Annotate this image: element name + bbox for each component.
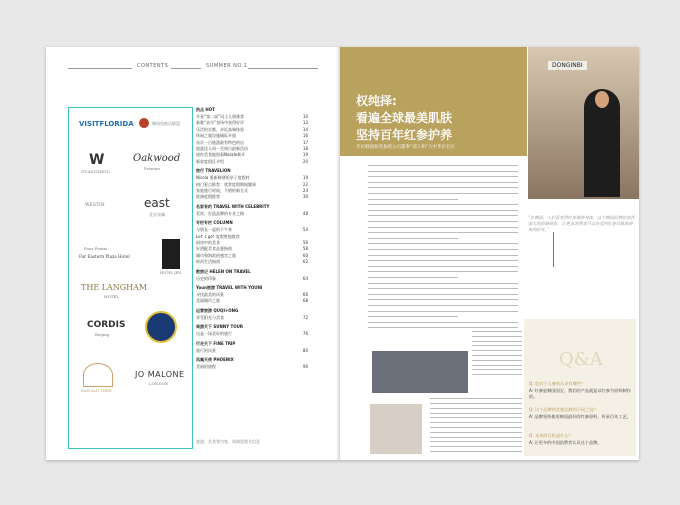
text-line <box>368 221 518 222</box>
qa-answer-3: A: 让更多的中国消费者认识这个品牌。 <box>529 440 602 445</box>
toc-page-number: 54 <box>302 227 308 233</box>
toc-page-number: 16 <box>302 133 308 139</box>
text-line <box>368 232 518 233</box>
toc-label: 享受阳光与美食 <box>196 314 224 320</box>
pull-quote: “在韩国，人们喜欢用红参调养身体，这个韩国品牌也依托强大的资源研发，让更多消费者可以享受到红参给肌肤带来的好处。” <box>528 215 635 232</box>
toc-section <box>196 308 308 314</box>
toc-page-number: 48 <box>302 210 308 216</box>
text-line <box>430 441 522 442</box>
text-line <box>430 417 522 418</box>
toc-entry <box>196 182 308 188</box>
korea-shop-icon <box>139 118 149 128</box>
text-line <box>368 227 518 228</box>
text-line <box>368 199 458 200</box>
text-line <box>368 288 518 289</box>
toc-entry <box>196 188 308 194</box>
text-line <box>472 374 522 375</box>
text-line <box>368 316 458 317</box>
toc-label: 好酒配美食品鉴指南 <box>196 246 232 252</box>
text-line <box>368 215 518 216</box>
text-line <box>368 238 458 239</box>
toc-entry <box>196 194 308 200</box>
toc-page-number: 58 <box>302 246 308 252</box>
text-line <box>430 422 522 423</box>
toc-label: 新歌“首尔”登场中获得好评 <box>196 120 245 126</box>
toc-page-number: 20 <box>302 158 308 164</box>
logo-jomalone: JO MALONE <box>135 370 185 379</box>
toc-section <box>196 357 308 363</box>
article-title-line1: 权纯择: <box>356 94 397 108</box>
text-line <box>368 171 518 172</box>
toc-label: Let' s go! 度假胜地推荐 <box>196 233 240 239</box>
text-line <box>472 341 522 342</box>
toc-page-number: 19 <box>302 152 308 158</box>
logo-cordis: CORDIS <box>87 320 126 330</box>
toc-page-number: 19 <box>302 175 308 181</box>
toc-page-number: 18 <box>302 146 308 151</box>
toc-page-number: 60 <box>302 252 308 258</box>
toc-page-number: 14 <box>302 126 308 132</box>
text-line <box>368 327 518 328</box>
text-line <box>368 165 518 166</box>
logo-langham: THE LANGHAM <box>81 283 148 292</box>
shop-sign: DONGINBI <box>548 61 587 70</box>
sponsor-logo-box <box>68 107 193 449</box>
toc-section <box>196 220 308 226</box>
toc-entry <box>196 175 308 181</box>
left-page <box>46 47 340 460</box>
toc-entry <box>196 298 308 304</box>
toc-section <box>196 204 308 210</box>
toc-entry <box>196 211 308 217</box>
toc-label: Nicola 重新修缮的亲子度假村 <box>196 175 250 181</box>
qa-question-3: Q: 未来的目标是什么？ <box>529 433 573 438</box>
logo-far-eastern: Far Eastern Plaza Hotel <box>79 254 130 259</box>
toc-page-number: 56 <box>302 240 308 245</box>
text-line <box>368 305 518 306</box>
text-line <box>472 360 522 361</box>
text-line <box>368 204 518 205</box>
text-line <box>368 182 518 183</box>
toc-page-number: 12 <box>302 120 308 126</box>
article-byline: 专访韩国知名参药公司董事“郑人和”大中华区社长 <box>356 145 456 150</box>
title-panel <box>340 47 527 156</box>
text-line <box>368 193 518 194</box>
toc-note: 旅游、美食等内容，请浏览相关信息 <box>196 439 260 444</box>
pull-quote-rule <box>553 232 554 267</box>
toc-entry <box>196 120 308 126</box>
text-line <box>368 294 518 295</box>
right-page <box>340 47 639 460</box>
logo-four-points: Four Points <box>84 246 108 251</box>
toc-entry <box>196 246 308 252</box>
toc-label: 行走天下 FINE TRIP <box>196 340 236 346</box>
product-photo <box>370 404 422 454</box>
toc-label: 专栏专栏 COLUMN <box>196 220 233 226</box>
toc-entry <box>196 240 308 246</box>
text-line <box>472 331 522 332</box>
toc-page-number: 30 <box>302 194 308 200</box>
toc-entry <box>196 159 308 165</box>
text-line <box>368 322 518 323</box>
toc-page-number: 66 <box>302 292 308 297</box>
toc-entry <box>196 133 308 139</box>
toc-entry <box>196 276 308 282</box>
toc-label: 热点 HOT <box>196 107 215 112</box>
logo-langham-sub: HOTEL <box>104 294 120 299</box>
toc-section <box>196 341 308 347</box>
logo-oakwood-sub: Premier <box>144 166 161 171</box>
toc-page-number: 90 <box>302 364 308 369</box>
hotel-jen-icon <box>162 239 180 269</box>
toc-page-number: 17 <box>302 139 308 145</box>
toc-page-number: 72 <box>302 314 308 320</box>
toc-entry <box>196 253 308 259</box>
toc-label: 家庭旅行时间，不错的新方式 <box>196 188 248 193</box>
logo-visitflorida: VISITFLORIDA <box>79 120 134 128</box>
toc-label: 旅行的风景 <box>196 347 216 353</box>
portrait-photo <box>528 47 639 199</box>
toc-label: Youn旅游 TRAVEL WITH YOUNI <box>196 285 263 290</box>
text-line <box>472 350 522 351</box>
toc-label: 周游天下 SUNNY TOUR <box>196 324 243 330</box>
person-face <box>595 91 609 108</box>
toc-entry <box>196 227 308 233</box>
text-line <box>368 299 518 300</box>
toc-label: 与朋友一起的下午茶 <box>196 227 232 233</box>
text-line <box>368 311 518 312</box>
banyan-tree-icon <box>83 363 113 387</box>
header-issue: SUMMER NO.1 <box>206 63 248 69</box>
text-line <box>368 243 518 244</box>
toc-label: 热门景点推荐：欣赏度假期间趣事 <box>196 181 256 187</box>
text-line <box>368 277 458 278</box>
seal-icon <box>145 311 177 343</box>
toc-label: 旅游达人周一至周日最新活动 <box>196 146 248 151</box>
text-line <box>472 336 522 337</box>
logo-guangzhou: GUANGZHOU <box>81 169 110 174</box>
text-line <box>430 427 522 428</box>
logo-westin: WESTIN <box>85 203 105 208</box>
toc-label: 美丽的旅程 <box>196 364 216 369</box>
text-line <box>368 176 518 177</box>
magazine-spread <box>46 47 639 460</box>
qa-question-1: Q: 您对于人参的认识有哪些？ <box>529 381 586 386</box>
qa-panel <box>524 319 636 456</box>
toc-label: 名家有约 TRAVEL WITH CELEBRITY <box>196 203 270 209</box>
toc-label: 历史的印象 <box>196 275 216 281</box>
toc-page-number: 22 <box>302 181 308 187</box>
toc-label: 休闲之旅设施城际开放 <box>196 133 236 139</box>
text-line <box>472 369 522 370</box>
toc-entry <box>196 331 308 337</box>
toc-section <box>196 285 308 291</box>
toc-page-number: 68 <box>302 298 308 304</box>
toc-label: 迷你美食地图看Nozzle新开 <box>196 152 246 158</box>
toc-entry <box>196 152 308 158</box>
article-title-line2: 看遍全球最美肌肤 <box>356 111 453 125</box>
text-line <box>368 187 518 188</box>
toc-label: 运营旅游 QUQI+ONG <box>196 307 239 313</box>
header-rule-right <box>248 68 318 69</box>
text-line <box>368 255 518 256</box>
toc-entry <box>196 127 308 133</box>
toc-entry <box>196 114 308 120</box>
toc-page-number: 62 <box>302 259 308 265</box>
header-rule-left <box>68 68 132 69</box>
toc-label: 开卷“第二届”风土人情推荐 <box>196 114 245 119</box>
toc-label: 这是一场美好的旅行 <box>196 331 232 337</box>
toc-page-number: 10 <box>302 114 308 119</box>
logo-wanda: W <box>89 152 105 168</box>
text-line <box>368 271 518 272</box>
text-line <box>430 451 522 452</box>
text-line <box>368 260 518 261</box>
logo-hotel-jen: HOTEL JEN <box>160 271 182 275</box>
text-line <box>430 446 522 447</box>
logo-jomalone-sub: LONDON <box>149 381 169 386</box>
text-line <box>368 210 518 211</box>
toc-section <box>196 168 308 174</box>
text-line <box>430 413 522 414</box>
toc-label: 美丽城市之旅 <box>196 298 220 304</box>
qa-answer-1: A: 红参是韩国国宝，我们的产品就是以红参为原料制作的。 <box>529 388 631 399</box>
toc-label: 寻找最美的风景 <box>196 292 224 297</box>
text-line <box>430 398 522 399</box>
toc-label: 欧洲度假推荐 <box>196 194 220 200</box>
logo-korea-shop: 韩国免税店联盟 <box>152 121 180 126</box>
text-line <box>368 266 518 267</box>
toc-entry <box>196 146 308 152</box>
text-line <box>368 249 518 250</box>
toc-entry <box>196 364 308 370</box>
qa-logo-text: Q&A <box>559 349 603 370</box>
toc-label: 厨房中的美食 <box>196 240 220 245</box>
header-contents: CONTENTS <box>137 63 169 69</box>
toc-entry <box>196 292 308 298</box>
qa-answer-2: A: 品牌坚持使用韩国最好的红参原料，传承百年工艺。 <box>529 414 631 419</box>
toc-entry <box>196 140 308 146</box>
logo-east-sub: 北京东隅 <box>149 212 165 217</box>
text-line <box>472 365 522 366</box>
toc-entry <box>196 259 308 265</box>
logo-cordis-sub: Beijing <box>95 332 110 337</box>
toc-entry <box>196 315 308 321</box>
toc-entry <box>196 234 308 240</box>
toc-label: 数旅记 HELEN ON TRAVEL <box>196 268 251 274</box>
article-title-line3: 坚持百年红参护养 <box>356 128 453 142</box>
toc-label: 乐活的京都、亲近高端体验 <box>196 126 244 132</box>
qa-question-2: Q: 这个品牌和其他品牌的不同之处？ <box>529 407 598 412</box>
toc-page-number: 80 <box>302 347 308 353</box>
toc-label: 城市和海滨的感官之旅 <box>196 252 236 258</box>
toc-section <box>196 107 308 113</box>
toc-page-number: 24 <box>302 188 308 193</box>
toc-page-number: 76 <box>302 331 308 337</box>
logo-oakwood: Oakwood <box>133 153 181 164</box>
toc-label: 新款度假区介绍 <box>196 158 224 164</box>
toc-label: 美妆，打造品牌的专业之路 <box>196 210 244 216</box>
toc-label: 时尚生活指南 <box>196 259 220 265</box>
logo-east: east <box>144 196 170 210</box>
text-line <box>472 345 522 346</box>
group-photo <box>372 351 468 393</box>
text-line <box>472 355 522 356</box>
text-line <box>368 283 518 284</box>
logo-banyan: BANYAN TREE <box>81 388 112 393</box>
header-rule-mid <box>171 68 201 69</box>
text-line <box>430 432 522 433</box>
text-line <box>430 403 522 404</box>
toc-page-number: 64 <box>302 275 308 281</box>
toc-section <box>196 324 308 330</box>
text-line <box>430 408 522 409</box>
toc-entry <box>196 348 308 354</box>
toc-label: 旅行 TRAVELION <box>196 168 231 174</box>
text-line <box>430 437 522 438</box>
toc-label: 凤凰天使 PHOENIX <box>196 357 234 362</box>
toc-section <box>196 269 308 275</box>
toc-label: 东京一日旅游最有特色的店 <box>196 139 244 145</box>
